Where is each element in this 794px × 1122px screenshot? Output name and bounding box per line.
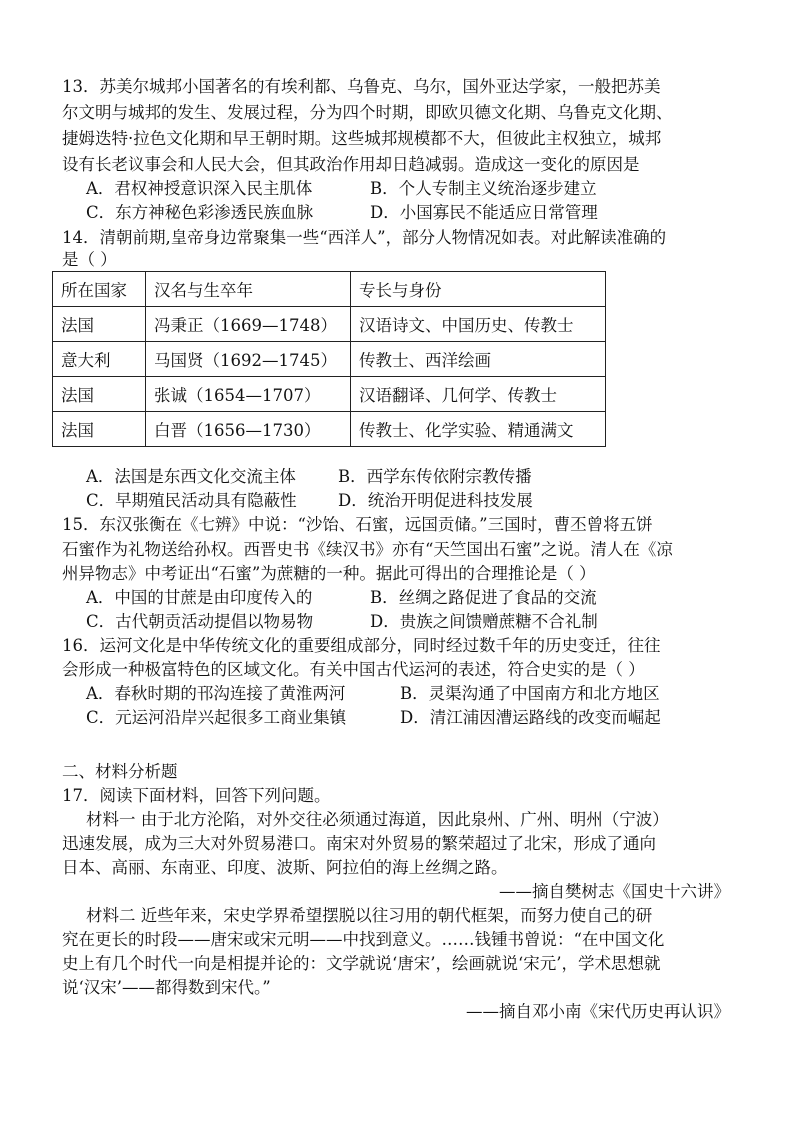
table-row bbox=[53, 307, 606, 342]
table-header-cell: 汉名与生卒年 bbox=[146, 272, 351, 307]
q14-option-d: D．统治开明促进科技发展 bbox=[338, 491, 533, 510]
table-cell: 汉语诗文、中国历史、传教士 bbox=[351, 307, 606, 342]
table-header-cell: 所在国家 bbox=[53, 272, 146, 307]
table-header-cell: 专长与身份 bbox=[351, 272, 606, 307]
material1-line-3: 日本、高丽、东南亚、印度、波斯、阿拉伯的海上丝绸之路。 bbox=[62, 858, 508, 877]
q13-option-b: B．个人专制主义统治逐步建立 bbox=[370, 179, 597, 198]
q16-line-2: 会形成一种极富特色的区域文化。有关中国古代运河的表述，符合史实的是（ ） bbox=[62, 660, 645, 679]
q15-option-b: B．丝绸之路促进了食品的交流 bbox=[370, 588, 597, 607]
q16-option-b: B．灵渠沟通了中国南方和北方地区 bbox=[400, 684, 660, 703]
q16-option-c: C．元运河沿岸兴起很多工商业集镇 bbox=[86, 708, 347, 727]
q13-line-4: 设有长老议事会和人民大会，但其政治作用却日趋减弱。造成这一变化的原因是 bbox=[62, 155, 640, 174]
q14-line-2: 是（ ） bbox=[62, 250, 117, 269]
table-header-row bbox=[53, 272, 606, 307]
material2-line-2: 究在更长的时段——唐宋或宋元明——中找到意义。……钱锺书曾说：“在中国文化 bbox=[62, 930, 665, 949]
material2-source: ——摘自邓小南《宋代历史再认识》 bbox=[466, 1002, 730, 1021]
table-cell: 张诚（1654—1707） bbox=[146, 377, 351, 412]
q17-intro: 17．阅读下面材料，回答下列问题。 bbox=[62, 786, 331, 805]
table-cell: 冯秉正（1669—1748） bbox=[146, 307, 351, 342]
table-cell: 马国贤（1692—1745） bbox=[146, 342, 351, 377]
q15-line-3: 州异物志》中考证出“石蜜”为蔗糖的一种。据此可得出的合理推论是（ ） bbox=[62, 564, 596, 583]
table-cell: 白晋（1656—1730） bbox=[146, 412, 351, 447]
q13-option-d: D．小国寡民不能适应日常管理 bbox=[370, 203, 598, 222]
table-cell: 汉语翻译、几何学、传教士 bbox=[351, 377, 606, 412]
table-cell: 法国 bbox=[53, 377, 146, 412]
q15-option-a: A．中国的甘蔗是由印度传入的 bbox=[86, 588, 313, 607]
missionary-table bbox=[52, 271, 606, 447]
q14-option-a: A．法国是东西文化交流主体 bbox=[86, 467, 296, 486]
q15-line-2: 石蜜作为礼物送给孙权。西晋史书《续汉书》亦有“天竺国出石蜜”之说。清人在《凉 bbox=[62, 540, 673, 559]
table-cell: 法国 bbox=[53, 307, 146, 342]
q16-option-d: D．清江浦因漕运路线的改变而崛起 bbox=[400, 708, 661, 727]
material1-line-1: 材料一 由于北方沦陷，对外交往必须通过海道，因此泉州、广州、明州（宁波） bbox=[86, 810, 669, 829]
table-row bbox=[53, 377, 606, 412]
q13-option-a: A．君权神授意识深入民主肌体 bbox=[86, 179, 313, 198]
table-cell: 传教士、西洋绘画 bbox=[351, 342, 606, 377]
q15-option-d: D．贵族之间馈赠蔗糖不合礼制 bbox=[370, 612, 598, 631]
material2-line-3: 史上有几个时代一向是相提并论的：文学就说‘唐宋’，绘画就说‘宋元’，学术思想就 bbox=[62, 954, 661, 973]
q15-line-1: 15．东汉张衡在《七辨》中说：“沙饴、石蜜，远国贡储。”三国时，曹丕曾将五饼 bbox=[62, 515, 653, 534]
material1-source: ——摘自樊树志《国史十六讲》 bbox=[499, 882, 730, 901]
q16-line-1: 16．运河文化是中华传统文化的重要组成部分，同时经过数千年的历史变迁，往往 bbox=[62, 636, 661, 655]
q16-option-a: A．春秋时期的邗沟连接了黄淮两河 bbox=[86, 684, 346, 703]
material2-line-1: 材料二 近些年来，宋史学界希望摆脱以往习用的朝代框架，而努力使自己的研 bbox=[86, 906, 653, 925]
q13-line-3: 捷姆迭特·拉色文化期和早王朝时期。这些城邦规模都不大，但彼此主权独立，城邦 bbox=[62, 129, 662, 148]
table-row bbox=[53, 412, 606, 447]
q15-option-c: C．古代朝贡活动提倡以物易物 bbox=[86, 612, 314, 631]
table-cell: 意大利 bbox=[53, 342, 146, 377]
material2-line-4: 说‘汉宋’——都得数到宋代。” bbox=[62, 978, 271, 997]
q14-option-c: C．早期殖民活动具有隐蔽性 bbox=[86, 491, 297, 510]
q13-option-c: C．东方神秘色彩渗透民族血脉 bbox=[86, 203, 314, 222]
q13-line-2: 尔文明与城邦的发生、发展过程，分为四个时期，即欧贝德文化期、乌鲁克文化期、 bbox=[62, 103, 673, 122]
q14-line-1: 14．清朝前期,皇帝身边常聚集一些“西洋人”，部分人物情况如表。对此解读准确的 bbox=[62, 228, 667, 247]
q14-option-b: B．西学东传依附宗教传播 bbox=[338, 467, 532, 486]
table-row bbox=[53, 342, 606, 377]
q13-line-1: 13．苏美尔城邦小国著名的有埃利都、乌鲁克、乌尔，国外亚达学家，一般把苏美 bbox=[62, 77, 661, 96]
table-cell: 法国 bbox=[53, 412, 146, 447]
table-cell: 传教士、化学实验、精通满文 bbox=[351, 412, 606, 447]
material1-line-2: 迅速发展，成为三大对外贸易港口。南宋对外贸易的繁荣超过了北宋，形成了通向 bbox=[62, 834, 656, 853]
section-title: 二、材料分析题 bbox=[62, 762, 178, 781]
